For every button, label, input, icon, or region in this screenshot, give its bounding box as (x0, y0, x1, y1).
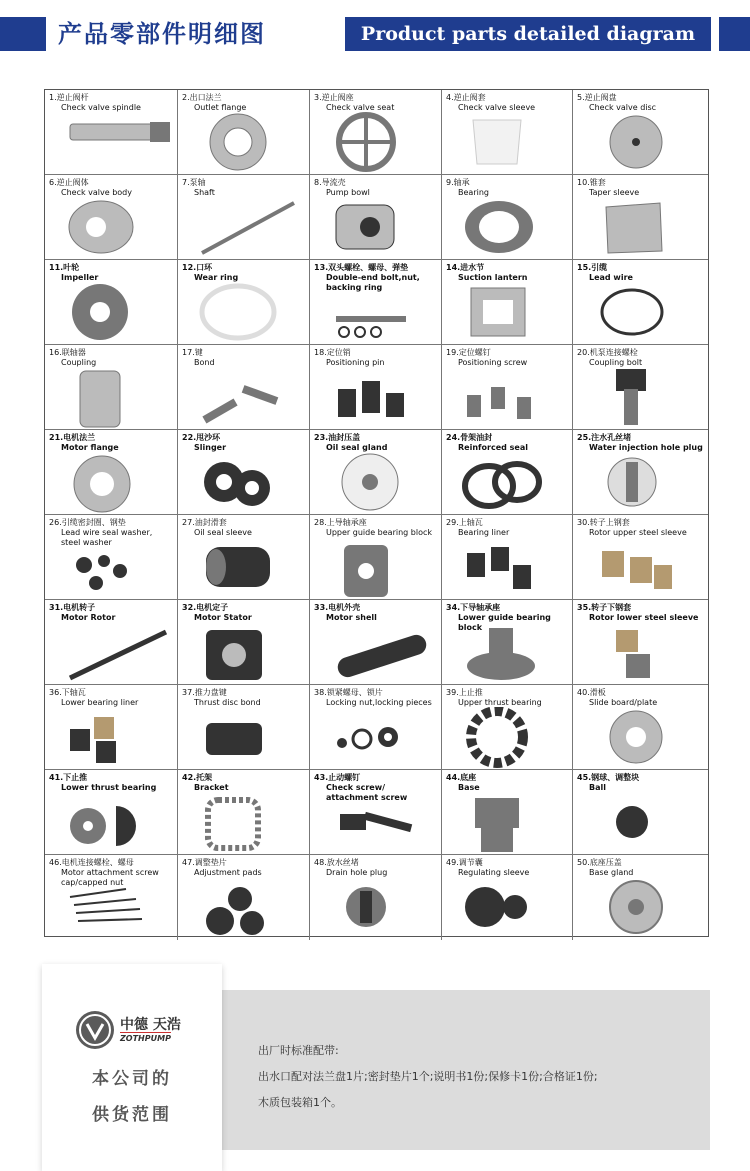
part-title: 5.逆止阀盘 (577, 93, 617, 102)
part-cell (310, 90, 442, 175)
rod-icon (66, 112, 170, 175)
nuts-icon (330, 707, 434, 770)
part-cell (442, 345, 573, 430)
part-name-en: Ball (589, 783, 606, 792)
part-label (577, 518, 705, 538)
page-header (0, 0, 750, 70)
part-cell (310, 430, 442, 515)
part-name-en: Taper sleeve (589, 188, 640, 197)
part-title: 37.推力盘键 (182, 688, 227, 697)
part-label (182, 773, 306, 793)
drain-plug-icon (330, 877, 434, 940)
part-title: 11.叶轮 (49, 263, 80, 272)
part-name-en: Motor shell (326, 613, 377, 622)
part-name-en: Thrust disc bond (194, 698, 261, 707)
part-name-en: Lead wire (589, 273, 633, 282)
part-cell (310, 600, 442, 685)
part-title: 22.甩沙环 (182, 433, 221, 442)
part-title: 24.骨架油封 (446, 433, 493, 442)
part-cell (45, 515, 178, 600)
part-name-en: Impeller (61, 273, 99, 282)
part-label (182, 433, 306, 453)
part-cell (178, 685, 310, 770)
header-left-bar (0, 17, 46, 51)
part-name-en: Regulating sleeve (458, 868, 530, 877)
part-title: 47.调整垫片 (182, 858, 227, 867)
company-line-1: 本公司的 (92, 1069, 172, 1089)
screws-icon (461, 367, 565, 430)
part-title: 33.电机外壳 (314, 603, 361, 612)
part-name-en: Coupling (61, 358, 97, 367)
ring-icon (198, 282, 302, 345)
part-label (577, 858, 705, 878)
company-logo-en: ZOTHPUMP (120, 1034, 171, 1043)
part-title: 46.电机连接螺栓、螺母 (49, 858, 134, 867)
pads-icon (198, 877, 302, 940)
stator-icon (198, 622, 302, 685)
part-name-en: Lead wire seal washer, steel washer (61, 528, 153, 547)
part-label (314, 178, 438, 198)
part-cell (310, 175, 442, 260)
part-cell (573, 515, 708, 600)
part-title: 31.电机转子 (49, 603, 96, 612)
part-cell (573, 175, 708, 260)
part-title: 32.电机定子 (182, 603, 229, 612)
part-name-en: Rotor upper steel sleeve (589, 528, 687, 537)
thrust-icon (461, 707, 565, 770)
part-cell (442, 430, 573, 515)
supply-line-1: 出水口配对法兰盘1片;密封垫片1个;说明书1份;保修卡1份;合格证1份; (258, 1070, 598, 1083)
part-cell (573, 770, 708, 855)
part-cell (573, 685, 708, 770)
seals-icon (461, 452, 565, 515)
part-cell (45, 90, 178, 175)
parts-grid (44, 89, 709, 937)
part-title: 45.钢球、调整块 (577, 773, 640, 782)
part-name-en: Coupling bolt (589, 358, 643, 367)
part-cell (45, 685, 178, 770)
part-label (49, 93, 174, 113)
bearing-icon (461, 197, 565, 260)
part-name-en: Check screw/ attachment screw (326, 783, 408, 802)
part-cell (442, 600, 573, 685)
part-name-en: Motor Stator (194, 613, 252, 622)
part-title: 21.电机法兰 (49, 433, 96, 442)
part-label (314, 858, 438, 878)
part-cell (442, 515, 573, 600)
part-label (446, 773, 569, 793)
part-label (446, 93, 569, 113)
part-label (182, 263, 306, 283)
part-name-en: Drain hole plug (326, 868, 388, 877)
part-cell (45, 430, 178, 515)
supply-panel (222, 990, 710, 1150)
part-name-en: Upper guide bearing block (326, 528, 433, 537)
part-name-en: Positioning pin (326, 358, 385, 367)
part-label (314, 688, 438, 708)
shaft-icon (198, 197, 302, 260)
many-screws-icon (66, 877, 170, 940)
part-name-en: Bearing (458, 188, 489, 197)
part-title: 17.键 (182, 348, 203, 357)
part-label (49, 433, 174, 453)
part-label (49, 603, 174, 623)
part-title: 40.滑板 (577, 688, 606, 697)
oil-sleeve-icon (198, 537, 302, 600)
company-line-2: 供货范围 (92, 1105, 172, 1125)
base-gland-icon (596, 877, 700, 940)
part-label (446, 688, 569, 708)
part-label (577, 773, 705, 793)
part-name-en: Check valve disc (589, 103, 657, 112)
wheel-icon (330, 112, 434, 175)
part-name-en: Base (458, 783, 480, 792)
part-name-en: Shaft (194, 188, 215, 197)
part-title: 39.上止推 (446, 688, 483, 697)
discs-icon (461, 877, 565, 940)
cylinder-icon (596, 197, 700, 260)
part-name-en: Suction lantern (458, 273, 528, 282)
part-cell (573, 430, 708, 515)
bracket-icon (198, 792, 302, 855)
part-label (577, 688, 705, 708)
part-title: 28.上导轴承座 (314, 518, 367, 527)
part-label (446, 858, 569, 878)
part-name-en: Water injection hole plug (589, 443, 703, 452)
disc-icon (596, 112, 700, 175)
part-name-en: Motor attachment screw cap/capped nut (61, 868, 159, 887)
part-cell (310, 515, 442, 600)
part-title: 34.下导轴承座 (446, 603, 501, 612)
part-title: 48.放水丝堵 (314, 858, 359, 867)
part-title: 8.导流壳 (314, 178, 346, 187)
part-label (577, 603, 705, 623)
part-name-en: Bearing liner (458, 528, 510, 537)
steel-sleeves-icon (596, 537, 700, 600)
part-cell (310, 855, 442, 940)
part-cell (178, 855, 310, 940)
header-right-bar (719, 17, 750, 51)
part-cell (442, 175, 573, 260)
page-title-en-box (345, 17, 711, 51)
part-cell (178, 260, 310, 345)
part-label (446, 433, 569, 453)
base-icon (461, 792, 565, 855)
part-name-en: Motor flange (61, 443, 119, 452)
part-label (577, 348, 705, 368)
part-cell (178, 770, 310, 855)
part-label (446, 178, 569, 198)
washers-icon (66, 537, 170, 600)
part-label (314, 433, 438, 453)
part-title: 38.锁紧螺母、锁片 (314, 688, 383, 697)
block2-icon (461, 622, 565, 685)
plug-icon (596, 452, 700, 515)
part-title: 15.引缆 (577, 263, 608, 272)
part-title: 6.逆止阀体 (49, 178, 89, 187)
part-cell (442, 260, 573, 345)
part-cell (442, 685, 573, 770)
part-cell (178, 600, 310, 685)
company-card (42, 964, 222, 1171)
part-cell (45, 600, 178, 685)
part-name-en: Base gland (589, 868, 634, 877)
part-title: 19.定位螺钉 (446, 348, 491, 357)
white-sleeve-icon (461, 112, 565, 175)
company-logo-icon (76, 1011, 114, 1049)
drum-icon (66, 197, 170, 260)
company-logo-name: 中德 天浩 (120, 1017, 181, 1033)
part-cell (573, 600, 708, 685)
part-cell (442, 855, 573, 940)
part-cell (310, 345, 442, 430)
part-label (577, 178, 705, 198)
part-label (182, 858, 306, 878)
flange-icon (198, 112, 302, 175)
slinger-icon (198, 452, 302, 515)
part-label (49, 348, 174, 368)
part-cell (178, 515, 310, 600)
part-title: 41.下止推 (49, 773, 88, 782)
part-cell (45, 260, 178, 345)
part-name-en: Upper thrust bearing (458, 698, 542, 707)
part-name-en: Check valve seat (326, 103, 395, 112)
part-label (577, 433, 705, 453)
part-name-en: Positioning screw (458, 358, 528, 367)
part-label (182, 518, 306, 538)
part-name-en: Lower bearing liner (61, 698, 139, 707)
part-name-en: Oil seal sleeve (194, 528, 252, 537)
rotor-icon (66, 622, 170, 685)
part-name-en: Check valve body (61, 188, 132, 197)
liners-icon (461, 537, 565, 600)
part-title: 3.逆止阀座 (314, 93, 354, 102)
part-cell (573, 90, 708, 175)
part-title: 49.调节囊 (446, 858, 483, 867)
part-name-en: Bond (194, 358, 215, 367)
part-name-en: Locking nut,locking pieces (326, 698, 432, 707)
part-label (314, 348, 438, 368)
part-title: 36.下轴瓦 (49, 688, 86, 697)
supply-line-2: 木质包装箱1个。 (258, 1096, 342, 1109)
part-cell (573, 260, 708, 345)
part-label (314, 518, 438, 538)
part-cell (310, 770, 442, 855)
part-label (49, 773, 174, 793)
part-cell (573, 345, 708, 430)
part-title: 7.泵轴 (182, 178, 206, 187)
steel-sleeves2-icon (596, 622, 700, 685)
part-label (182, 603, 306, 623)
page-title-en: Product parts detailed diagram (360, 23, 696, 45)
part-title: 42.托架 (182, 773, 213, 782)
part-title: 27.油封滑套 (182, 518, 227, 527)
part-name-en: Motor Rotor (61, 613, 116, 622)
bowl-icon (330, 197, 434, 260)
part-title: 10.锥套 (577, 178, 606, 187)
impeller-icon (66, 282, 170, 345)
part-name-en: Reinforced seal (458, 443, 528, 452)
lantern-icon (461, 282, 565, 345)
part-name-en: Slinger (194, 443, 227, 452)
part-cell (442, 770, 573, 855)
block-icon (330, 537, 434, 600)
part-label (577, 263, 705, 283)
part-label (49, 688, 174, 708)
part-cell (178, 90, 310, 175)
part-cell (45, 175, 178, 260)
part-name-en: Adjustment pads (194, 868, 262, 877)
bolt-icon (596, 367, 700, 430)
shell-icon (330, 622, 434, 685)
part-title: 4.逆止阀套 (446, 93, 486, 102)
part-title: 29.上轴瓦 (446, 518, 483, 527)
part-title: 35.转子下钢套 (577, 603, 632, 612)
part-title: 2.出口法兰 (182, 93, 222, 102)
part-name-en: Wear ring (194, 273, 239, 282)
part-title: 25.注水孔丝堵 (577, 433, 632, 442)
part-name-en: Double-end bolt,nut, backing ring (326, 273, 420, 292)
liners2-icon (66, 707, 170, 770)
part-label (182, 93, 306, 113)
part-cell (442, 90, 573, 175)
part-title: 23.油封压盖 (314, 433, 361, 442)
part-cell (178, 345, 310, 430)
part-cell (178, 430, 310, 515)
keys-icon (198, 367, 302, 430)
part-title: 20.机泵连接螺栓 (577, 348, 638, 357)
motor-flange-icon (66, 452, 170, 515)
part-title: 26.引缆密封圈、钢垫 (49, 518, 126, 527)
plate-icon (596, 707, 700, 770)
part-name-en: Pump bowl (326, 188, 370, 197)
box-icon (198, 707, 302, 770)
part-title: 16.联轴器 (49, 348, 86, 357)
pins-icon (330, 367, 434, 430)
supply-title: 出厂时标准配带: (258, 1044, 339, 1057)
part-label (314, 93, 438, 113)
screw-icon (330, 792, 434, 855)
coupling-icon (66, 367, 170, 430)
part-name-en: Check valve spindle (61, 103, 141, 112)
part-name-en: Oil seal gland (326, 443, 388, 452)
part-label (182, 688, 306, 708)
part-title: 18.定位销 (314, 348, 351, 357)
part-cell (310, 685, 442, 770)
part-title: 14.进水节 (446, 263, 485, 272)
part-title: 43.止动螺钉 (314, 773, 361, 782)
part-label (314, 603, 438, 623)
part-name-en: Check valve sleeve (458, 103, 536, 112)
gland-icon (330, 452, 434, 515)
part-name-en: Lower thrust bearing (61, 783, 157, 792)
supply-text (258, 1038, 598, 1116)
part-label (182, 348, 306, 368)
bolts-icon (330, 282, 434, 345)
part-label (182, 178, 306, 198)
lower-thrust-icon (66, 792, 170, 855)
part-label (577, 93, 705, 113)
part-name-en: Slide board/plate (589, 698, 658, 707)
part-cell (178, 175, 310, 260)
part-name-en: Lower guide bearing block (458, 613, 551, 632)
part-label (446, 518, 569, 538)
part-cell (573, 855, 708, 940)
part-cell (45, 770, 178, 855)
part-title: 44.底座 (446, 773, 477, 782)
part-label (49, 263, 174, 283)
part-label (49, 178, 174, 198)
part-cell (310, 260, 442, 345)
part-cell (45, 855, 178, 940)
part-title: 1.逆止阀杆 (49, 93, 89, 102)
ball-icon (596, 792, 700, 855)
wire-icon (596, 282, 700, 345)
part-title: 9.轴承 (446, 178, 470, 187)
part-name-en: Outlet flange (194, 103, 247, 112)
part-cell (45, 345, 178, 430)
part-name-en: Bracket (194, 783, 229, 792)
part-label (446, 348, 569, 368)
part-title: 30.转子上钢套 (577, 518, 630, 527)
part-title: 13.双头螺栓、螺母、弹垫 (314, 263, 409, 272)
part-name-en: Rotor lower steel sleeve (589, 613, 699, 622)
page-title-cn: 产品零部件明细图 (58, 20, 266, 48)
part-title: 12.口环 (182, 263, 213, 272)
part-label (446, 263, 569, 283)
part-title: 50.底座压盖 (577, 858, 622, 867)
